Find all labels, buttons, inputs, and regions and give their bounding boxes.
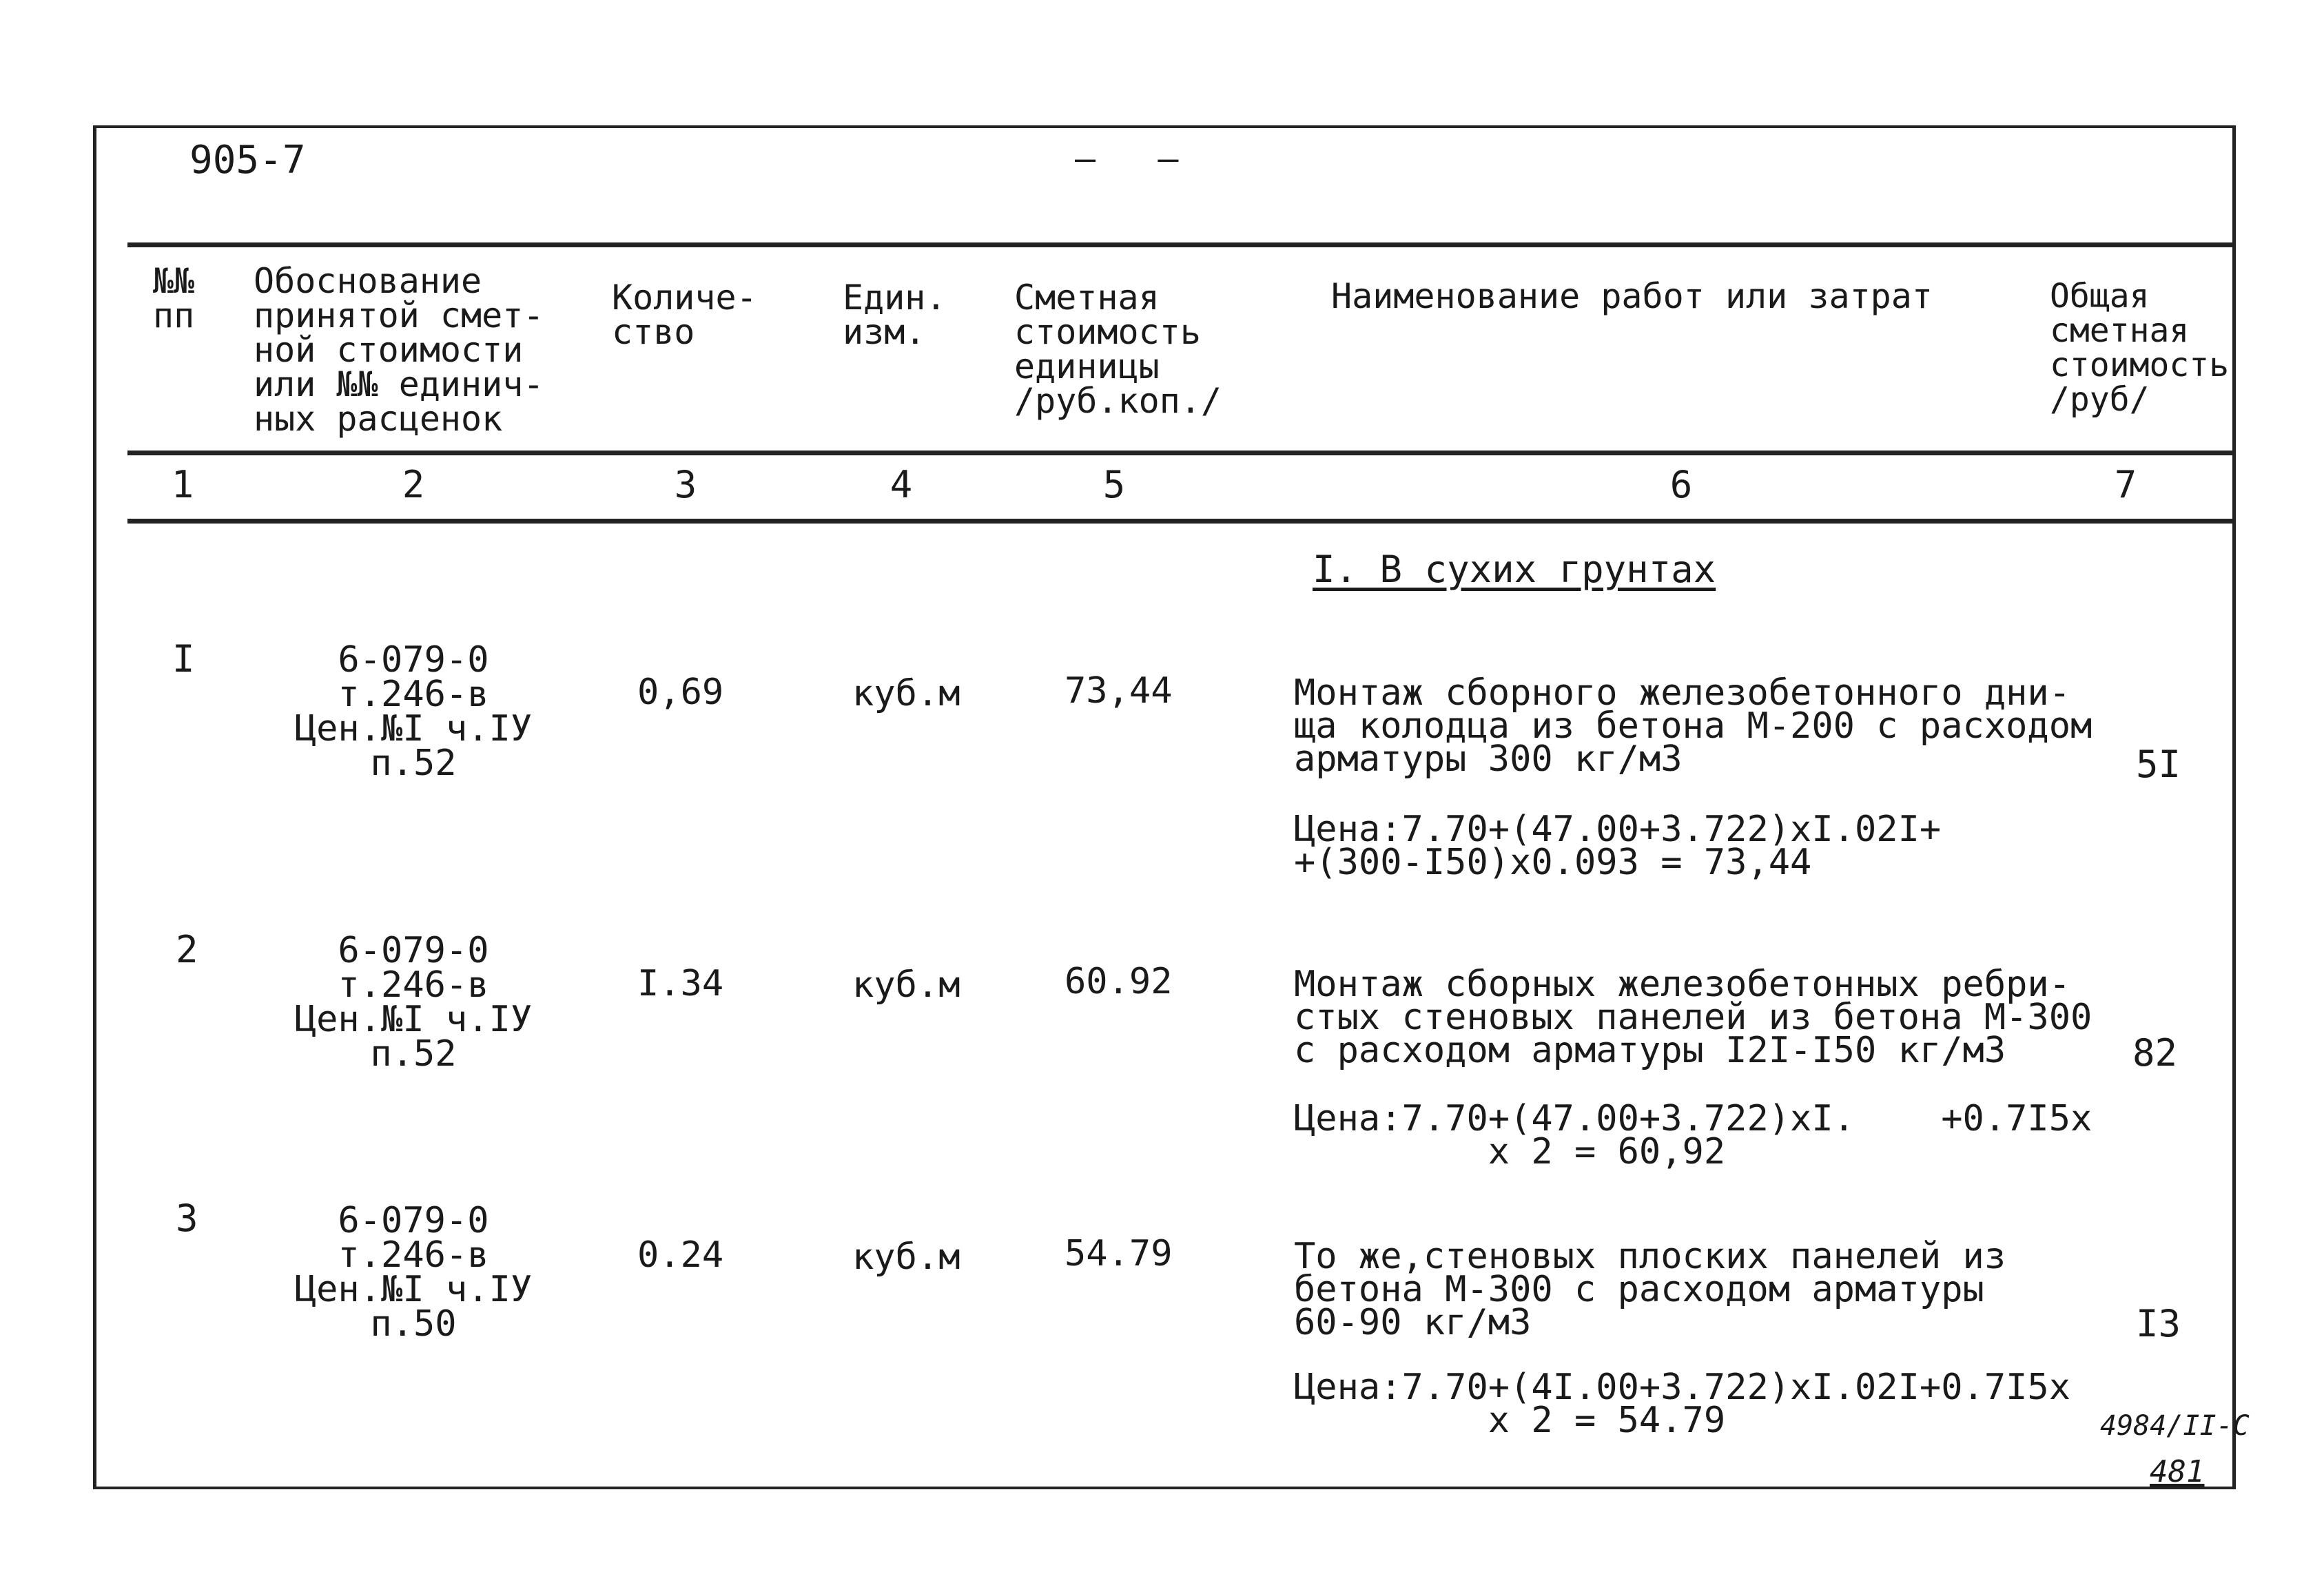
row-total: 82 — [2132, 1031, 2178, 1075]
row-number: I — [172, 637, 195, 681]
header-unit: Един. изм. — [843, 278, 947, 352]
row-unit: куб.м — [852, 964, 960, 1006]
column-number: 3 — [674, 463, 697, 506]
row-description: Монтаж сборного железобетонного дни- ща колодца из бетона М-200 с расходом арматуры 300 кг/м3 — [1294, 672, 2092, 780]
header-total: Общая сметная стоимость /руб/ — [2050, 277, 2230, 419]
column-number: 1 — [171, 463, 194, 506]
column-number: 2 — [402, 463, 425, 506]
row-total: I3 — [2136, 1302, 2181, 1345]
column-number: 5 — [1102, 463, 1126, 506]
row-basis: 6-079-0 т.246-в Цен.№I ч.IУ п.50 — [294, 1200, 533, 1345]
header-basis: Обоснование принятой смет- ной стоимости или №№ единич- ных расценок — [254, 261, 544, 439]
row-description: Монтаж сборных железобетонных ребри- стых стеновых панелей из бетона М-300 с расходом арматуры I2I-I50 кг/м3 — [1294, 964, 2092, 1071]
header-bottom-rule — [127, 451, 2236, 455]
column-numbers-rule — [127, 519, 2236, 524]
section-title: I. В сухих грунтах — [1313, 548, 1716, 591]
row-unit: куб.м — [852, 673, 960, 714]
document-code: 905-7 — [189, 138, 306, 183]
row-basis: 6-079-0 т.246-в Цен.№I ч.IУ п.52 — [294, 930, 533, 1075]
header-description: Наименование работ или затрат — [1331, 276, 1933, 316]
column-number: 6 — [1669, 463, 1693, 506]
row-quantity: 0,69 — [637, 672, 724, 713]
row-quantity: 0.24 — [637, 1234, 724, 1276]
header-unit-cost: Сметная стоимость единицы /руб.коп./ — [1014, 278, 1222, 421]
row-unit-cost: 73,44 — [1065, 670, 1173, 712]
row-price-formula: Цена:7.70+(47.00+3.722)хI.02I+ +(300-I50)х0.093 = 73,44 — [1294, 809, 1942, 883]
row-description: То же,стеновых плоских панелей из бетона М-300 с расходом арматуры 60-90 кг/м3 — [1294, 1236, 2006, 1343]
footer-page-number: 481 — [2150, 1454, 2205, 1489]
row-unit-cost: 54.79 — [1065, 1233, 1173, 1274]
column-number: 7 — [2114, 463, 2137, 506]
row-price-formula: Цена:7.70+(47.00+3.722)хI. +0.7I5х х 2 = 60,92 — [1294, 1098, 2092, 1172]
header-number: №№ пп — [153, 261, 195, 335]
header-top-rule — [127, 242, 2236, 247]
row-unit-cost: 60.92 — [1065, 961, 1173, 1002]
column-number: 4 — [890, 463, 913, 506]
row-quantity: I.34 — [637, 963, 724, 1004]
header-quantity: Количе- ство — [612, 278, 757, 352]
row-unit: куб.м — [852, 1236, 960, 1278]
page-marks: – – — [1075, 138, 1179, 178]
row-total: 5I — [2136, 743, 2181, 786]
row-number: 2 — [176, 928, 198, 971]
footer-code: 4984/II-С — [2100, 1410, 2250, 1442]
row-number: 3 — [176, 1197, 198, 1240]
row-basis: 6-079-0 т.246-в Цен.№I ч.IУ п.52 — [294, 639, 533, 784]
row-price-formula: Цена:7.70+(4I.00+3.722)хI.02I+0.7I5х х 2 = 54.79 — [1294, 1367, 2071, 1441]
